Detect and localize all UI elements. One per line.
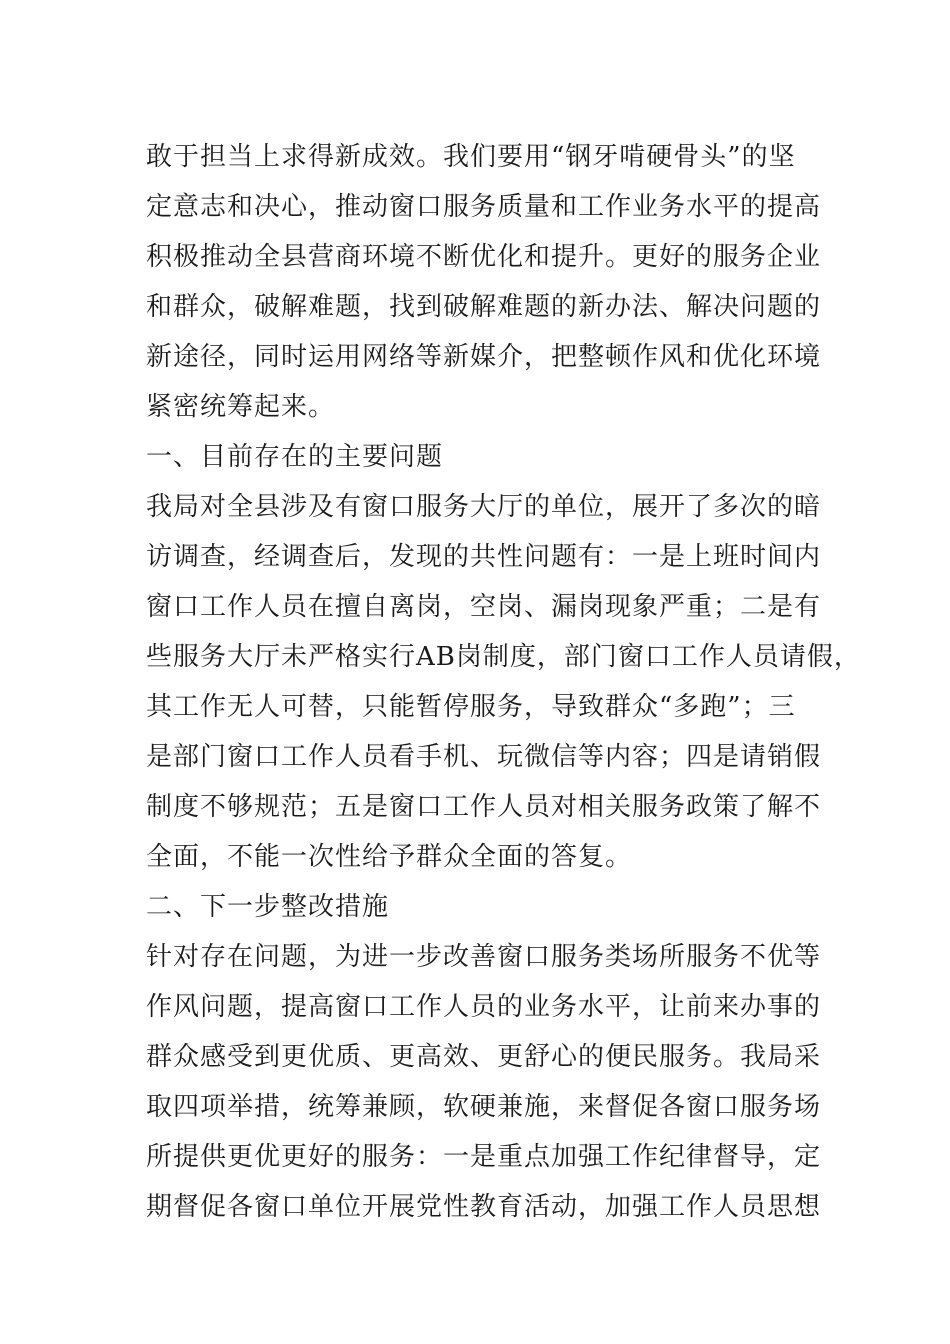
text-line: 期督促各窗口单位开展党性教育活动，加强工作人员思想 <box>146 1192 822 1222</box>
text-line: 些服务大厅未严格实行AB岗制度，部门窗口工作人员请假， <box>146 642 861 672</box>
text-line: 针对存在问题，为进一步改善窗口服务类场所服务不优等 <box>146 942 822 972</box>
text-line: 新途径，同时运用网络等新媒介，把整顿作风和优化环境 <box>146 342 822 372</box>
text-line: 窗口工作人员在擅自离岗，空岗、漏岗现象严重；二是有 <box>146 592 822 622</box>
text-line: 定意志和决心，推动窗口服务质量和工作业务水平的提高 <box>146 192 822 222</box>
text-line: 和群众，破解难题，找到破解难题的新办法、解决问题的 <box>146 292 822 322</box>
text-line: 我局对全县涉及有窗口服务大厅的单位，展开了多次的暗 <box>146 492 822 522</box>
text-line: 二、下一步整改措施 <box>146 892 390 922</box>
document-body <box>146 132 861 1232</box>
text-line: 访调查，经调查后，发现的共性问题有：一是上班时间内 <box>146 542 822 572</box>
text-line: 取四项举措，统筹兼顾，软硬兼施，来督促各窗口服务场 <box>146 1092 822 1122</box>
text-line: 是部门窗口工作人员看手机、玩微信等内容；四是请销假 <box>146 742 822 772</box>
text-line: 敢于担当上求得新成效。我们要用“钢牙啃硬骨头”的坚 <box>146 142 796 172</box>
text-line: 一、目前存在的主要问题 <box>146 442 444 472</box>
text-line: 其工作无人可替，只能暂停服务，导致群众“多跑”；三 <box>146 692 796 722</box>
text-line: 所提供更优更好的服务：一是重点加强工作纪律督导，定 <box>146 1142 822 1172</box>
text-line: 全面，不能一次性给予群众全面的答复。 <box>146 842 633 872</box>
text-line: 作风问题，提高窗口工作人员的业务水平，让前来办事的 <box>146 992 822 1022</box>
text-line: 制度不够规范；五是窗口工作人员对相关服务政策了解不 <box>146 792 822 822</box>
text-line: 紧密统筹起来。 <box>146 392 336 422</box>
text-line: 群众感受到更优质、更高效、更舒心的便民服务。我局采 <box>146 1042 822 1072</box>
text-line: 积极推动全县营商环境不断优化和提升。更好的服务企业 <box>146 242 822 272</box>
